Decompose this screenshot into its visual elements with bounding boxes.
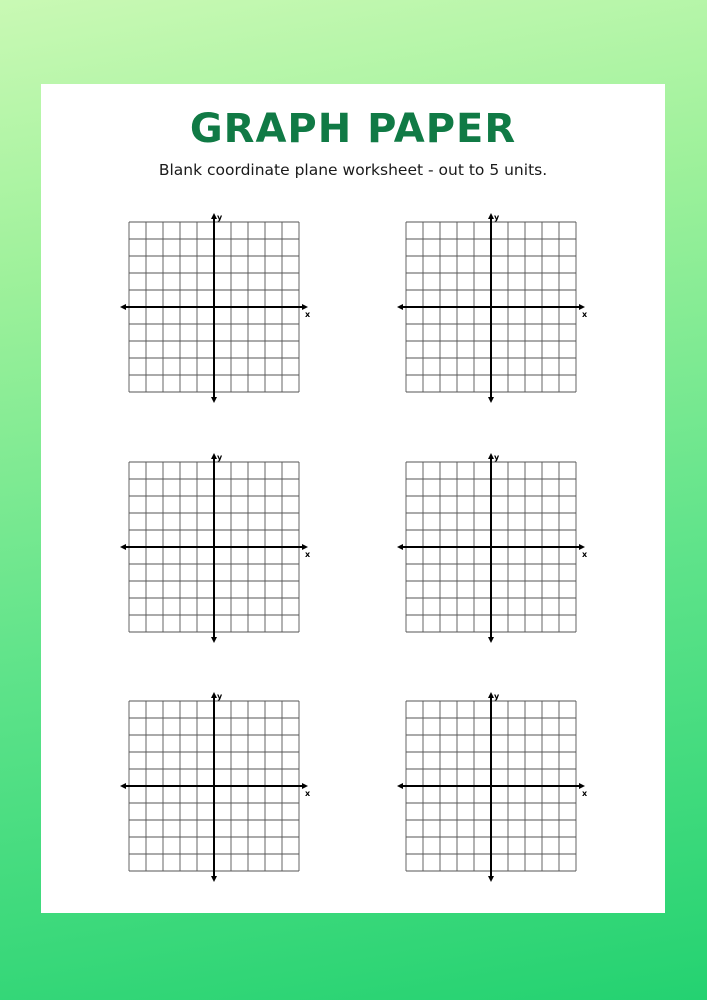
- grid-svg: [117, 687, 317, 887]
- x-axis-label: x: [305, 310, 311, 319]
- y-axis-label: y: [494, 453, 500, 462]
- y-axis-label: y: [494, 692, 500, 701]
- grid-svg: [117, 448, 317, 648]
- coordinate-plane-1: [117, 208, 317, 408]
- grid-svg: [394, 208, 594, 408]
- y-axis-label: y: [217, 692, 223, 701]
- grid-svg: [394, 448, 594, 648]
- coordinate-plane-4: [394, 448, 594, 648]
- page-title: GRAPH PAPER: [189, 106, 517, 152]
- x-axis-label: x: [582, 789, 588, 798]
- x-axis-label: x: [305, 550, 311, 559]
- x-axis-label: x: [582, 550, 588, 559]
- y-axis-label: y: [494, 213, 500, 222]
- worksheet-page: [41, 84, 665, 913]
- page-subtitle: Blank coordinate plane worksheet - out to 5 units.: [158, 161, 548, 179]
- coordinate-plane-2: [394, 208, 594, 408]
- coordinate-plane-5: [117, 687, 317, 887]
- x-axis-label: x: [582, 310, 588, 319]
- y-axis-label: y: [217, 453, 223, 462]
- grid-svg: [117, 208, 317, 408]
- coordinate-plane-3: [117, 448, 317, 648]
- y-axis-label: y: [217, 213, 223, 222]
- coordinate-plane-6: [394, 687, 594, 887]
- grid-svg: [394, 687, 594, 887]
- x-axis-label: x: [305, 789, 311, 798]
